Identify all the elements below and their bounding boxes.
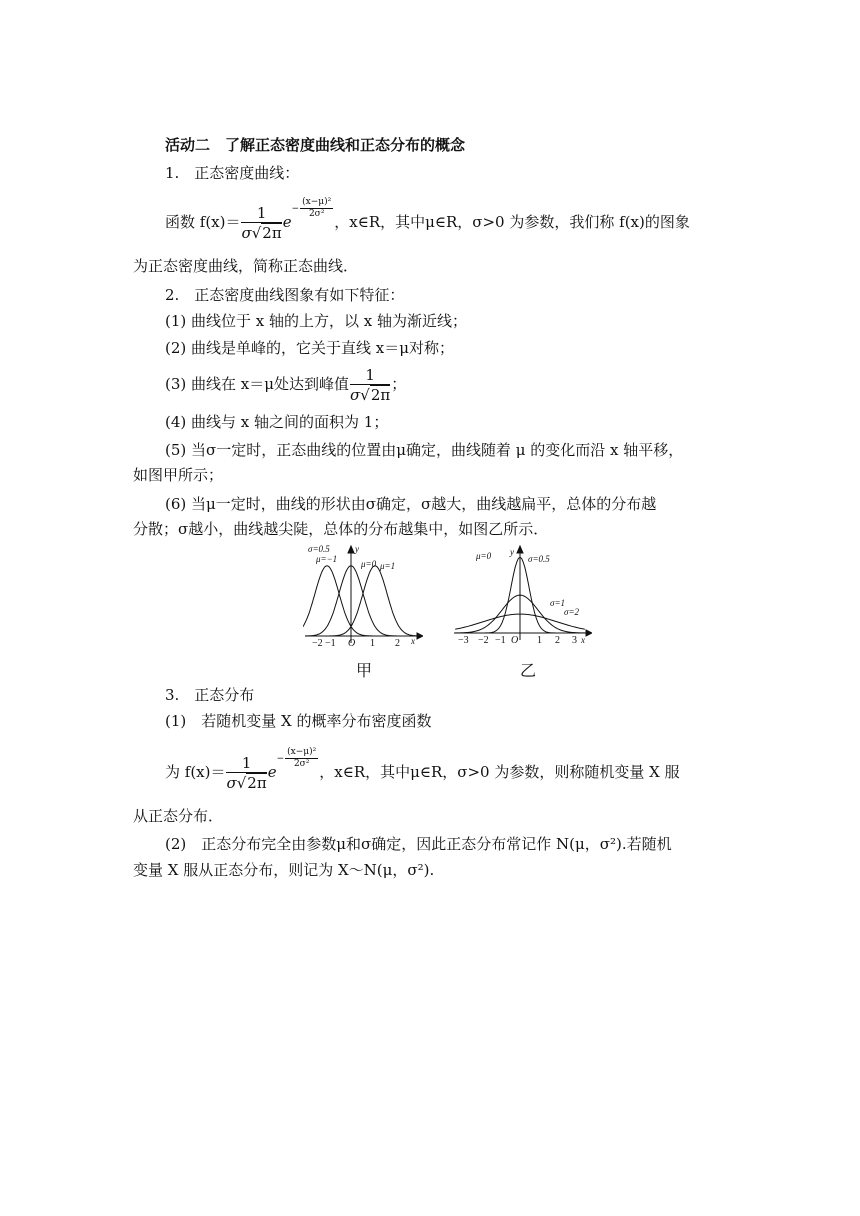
fig-a-y-label: y bbox=[355, 544, 359, 554]
fig-a-sigma-label: σ=0.5 bbox=[308, 544, 330, 554]
fig-b-x-label: x bbox=[581, 635, 585, 645]
section3-item1: (1) 若随机变量 X 的概率分布密度函数 bbox=[165, 712, 432, 730]
section2-title: 2. 正态密度曲线图象有如下特征： bbox=[165, 286, 405, 304]
formula2-exponent bbox=[276, 747, 320, 769]
formula2-den-root: 2π bbox=[247, 773, 267, 792]
fig-a-x-label: x bbox=[411, 636, 415, 646]
exp-den: 2σ² bbox=[308, 209, 325, 219]
fig-b-tick-1: −3 bbox=[458, 635, 469, 646]
formula-exponent bbox=[291, 197, 335, 219]
formula-num: 1 bbox=[241, 204, 281, 223]
fig-a-mu-label-1: μ=−1 bbox=[316, 554, 338, 564]
section3-item2-cont: 变量 X 服从正态分布，则记为 X～N(μ，σ²). bbox=[133, 861, 435, 879]
section1-line2: 为正态密度曲线，简称正态曲线． bbox=[133, 257, 359, 275]
formula-den-root: 2π bbox=[262, 223, 282, 242]
fig-b-y-label: y bbox=[510, 547, 514, 557]
exp2-num: (x−μ)² bbox=[287, 747, 317, 757]
fig-a-mu-label-3: μ=1 bbox=[380, 561, 396, 571]
formula2-fraction: $\frac{1}{\sigma√2\pi}$ bbox=[226, 753, 267, 792]
formula2-e: e bbox=[267, 763, 277, 781]
section3-title: 3. 正态分布 bbox=[165, 686, 255, 704]
feature-6-cont: 分散；σ越小，曲线越尖陡，总体的分布越集中，如图乙所示． bbox=[133, 520, 549, 538]
fig-a-y-arrow bbox=[348, 546, 354, 553]
formula-tail: ，x∈R，其中μ∈R，σ>0 为参数，我们称 f(x)的图象 bbox=[334, 213, 690, 231]
feature-5: (5) 当σ一定时，正态曲线的位置由μ确定，曲线随着 μ 的变化而沿 x 轴平移， bbox=[165, 441, 684, 459]
exp2-sign: − bbox=[276, 754, 285, 764]
formula-fraction: $\frac{1}{\sigma√2\pi}$ bbox=[241, 203, 282, 242]
figure-a-plot bbox=[303, 543, 423, 648]
exp-num: (x−μ)² bbox=[302, 197, 332, 207]
formula2-lead: 为 f(x)＝ bbox=[165, 763, 226, 781]
section1-title: 1. 正态密度曲线： bbox=[165, 164, 300, 182]
fig-a-mu-label-2: μ=0 bbox=[361, 559, 377, 569]
fig-b-sigma-label-1: σ=0.5 bbox=[528, 554, 550, 564]
peak-den-sigma: σ bbox=[350, 385, 361, 404]
fig-b-sigma-label-2: σ=1 bbox=[550, 598, 566, 608]
figure-b-plot bbox=[452, 543, 592, 648]
feature-4: (4) 曲线与 x 轴之间的面积为 1； bbox=[165, 413, 389, 431]
fig-b-sigma-label-3: σ=2 bbox=[564, 607, 580, 617]
fig-a-curve-mu-neg1 bbox=[303, 566, 373, 636]
fig-a-tick-4: 1 bbox=[370, 638, 375, 648]
fig-b-tick-7: 3 bbox=[572, 635, 577, 646]
fig-b-tick-2: −2 bbox=[478, 635, 489, 646]
formula-e: e bbox=[282, 213, 292, 231]
fig-b-tick-3: −1 bbox=[495, 635, 506, 646]
feature-1: (1) 曲线位于 x 轴的上方，以 x 轴为渐近线； bbox=[165, 312, 468, 330]
feature-3-tail: ； bbox=[391, 375, 407, 393]
section-heading: 活动二 了解正态密度曲线和正态分布的概念 bbox=[165, 136, 466, 154]
formula2-den-sigma: σ bbox=[226, 773, 237, 792]
feature-2: (2) 曲线是单峰的，它关于直线 x＝μ对称； bbox=[165, 339, 454, 357]
density-formula-2 bbox=[165, 745, 680, 802]
peak-num: 1 bbox=[350, 366, 390, 385]
feature-3-text: (3) 曲线在 x＝μ处达到峰值 bbox=[165, 375, 349, 393]
exp2-den: 2σ² bbox=[293, 759, 310, 769]
fig-a-tick-1: −2 bbox=[312, 638, 323, 648]
fig-b-mu-label: μ=0 bbox=[476, 551, 492, 561]
formula-den-sigma: σ bbox=[241, 223, 252, 242]
formula-lead: 函数 f(x)＝ bbox=[165, 213, 241, 231]
exp-sign: − bbox=[291, 204, 300, 214]
section3-item2: (2) 正态分布完全由参数μ和σ确定，因此正态分布常记作 N(μ，σ²).若随机 bbox=[165, 835, 672, 853]
fig-b-y-arrow bbox=[517, 546, 523, 553]
formula2-num: 1 bbox=[226, 754, 266, 773]
fig-b-tick-5: 1 bbox=[537, 635, 542, 646]
feature-5-cont: 如图甲所示； bbox=[133, 466, 224, 484]
fig-a-tick-2: −1 bbox=[325, 638, 336, 648]
section3-line3: 从正态分布． bbox=[133, 807, 224, 825]
fig-a-tick-3: O bbox=[348, 638, 356, 648]
fig-b-tick-4: O bbox=[511, 635, 519, 646]
feature-3 bbox=[165, 362, 406, 406]
feature-6: (6) 当μ一定时，曲线的形状由σ确定，σ越大，曲线越扁平，总体的分布越 bbox=[165, 495, 657, 513]
figure-b-caption: 乙 bbox=[520, 661, 537, 680]
fig-b-tick-6: 2 bbox=[555, 635, 560, 646]
peak-den-root: 2π bbox=[370, 385, 391, 404]
figure-a-caption: 甲 bbox=[356, 661, 373, 680]
fig-a-tick-5: 2 bbox=[395, 638, 400, 648]
formula2-tail: ，x∈R，其中μ∈R，σ>0 为参数，则称随机变量 X 服 bbox=[319, 763, 680, 781]
fig-b-x-arrow bbox=[586, 630, 592, 636]
density-formula-1 bbox=[165, 195, 690, 252]
fig-a-curve-mu-1 bbox=[329, 566, 420, 636]
peak-fraction: $\frac{1}{\sigma√2\pi}$ bbox=[350, 365, 391, 404]
